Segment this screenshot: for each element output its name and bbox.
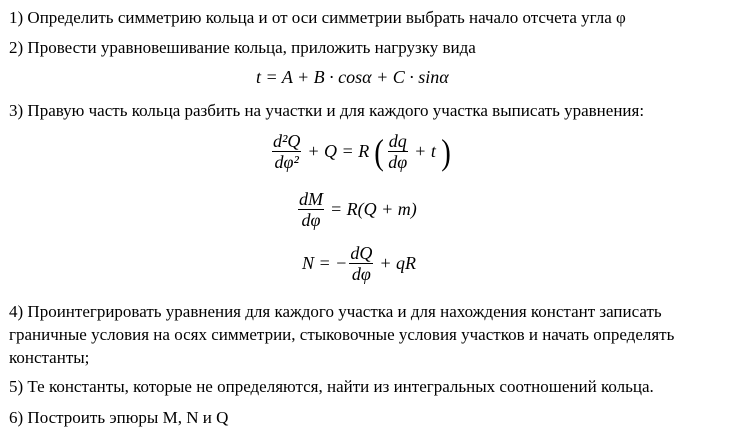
step-3: 3) Правую часть кольца разбить на участки и для каждого участка выписать уравнения:: [9, 101, 645, 120]
step-4: 4) Проинтегрировать уравнения для каждого участка и для нахождения констант записать граничные условия на осях симметрии, стыковочные условия участков и начать определять константы;: [9, 302, 675, 367]
eq1-inner-denominator: dφ: [388, 152, 408, 172]
eq3-numerator: dQ: [350, 243, 373, 263]
eq1-lhs-fraction: [272, 131, 301, 172]
equation-normal: [302, 243, 420, 284]
eq3-lhs: N = −: [302, 253, 348, 273]
eq2-numerator: dM: [299, 189, 323, 209]
load-formula: t = A + B · cosα + C · sinα: [256, 67, 449, 87]
equation-moment: [296, 189, 421, 230]
eq1-left-paren: (: [374, 131, 385, 172]
equation-shear: [270, 131, 452, 172]
step-1: 1) Определить симметрию кольца и от оси симметрии выбрать начало отсчета угла φ: [9, 8, 626, 27]
eq1-inner-fraction: [387, 131, 408, 172]
eq2-denominator: dφ: [301, 210, 321, 230]
eq1-inner-numerator: dq: [388, 131, 407, 151]
eq3-denominator: dφ: [351, 264, 371, 284]
step-6: 6) Построить эпюры M, N и Q: [9, 408, 229, 427]
eq1-middle: + Q = R: [307, 141, 370, 161]
eq3-fraction: [349, 243, 373, 284]
eq2-lhs-fraction: [298, 189, 324, 230]
eq1-lhs-numerator: d²Q: [273, 131, 301, 151]
eq2-rhs: = R(Q + m): [330, 199, 417, 219]
eq3-tail: + qR: [379, 253, 416, 273]
step-5: 5) Те константы, которые не определяются, найти из интегральных соотношений кольца.: [9, 377, 654, 396]
eq1-tail: + t: [414, 141, 436, 161]
eq1-right-paren: ): [441, 131, 451, 172]
step-2: 2) Провести уравновешивание кольца, приложить нагрузку вида: [9, 38, 476, 57]
eq1-lhs-denominator: dφ²: [274, 152, 299, 172]
